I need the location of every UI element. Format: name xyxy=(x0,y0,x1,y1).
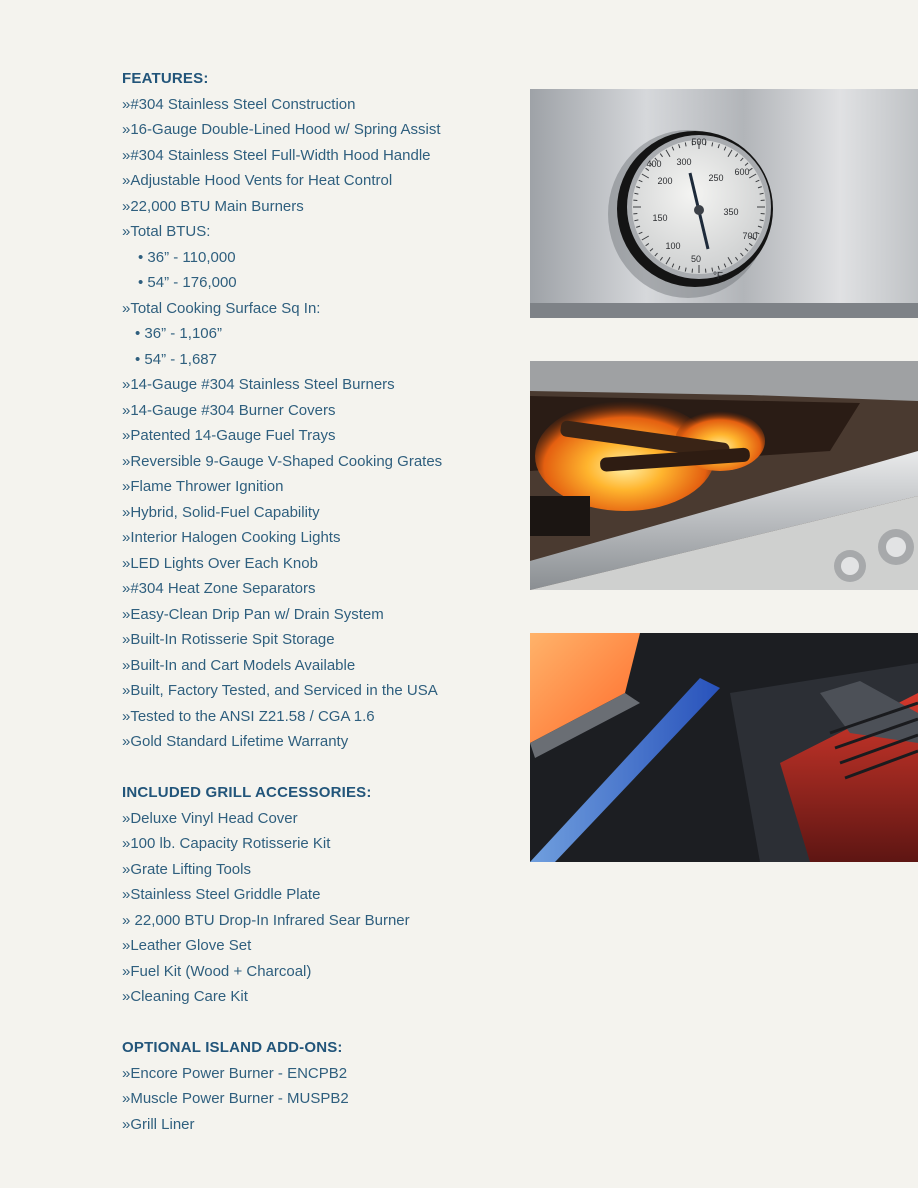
feature-item: »16-Gauge Double-Lined Hood w/ Spring Assist xyxy=(122,121,441,138)
accessories-heading: INCLUDED GRILL ACCESSORIES: xyxy=(122,784,372,801)
feature-item: »#304 Stainless Steel Construction xyxy=(122,95,356,113)
accessory-item: »Leather Glove Set xyxy=(122,937,252,954)
dial-label: 400 xyxy=(646,159,662,169)
dial-unit: °F xyxy=(712,271,724,282)
features-heading: FEATURES: xyxy=(122,70,209,87)
accessory-item: » 22,000 BTU Drop-In Infrared Sear Burner xyxy=(122,911,410,929)
feature-item: »14-Gauge #304 Stainless Steel Burners xyxy=(122,376,395,393)
fire-illustration xyxy=(530,361,918,590)
dial-label: 600 xyxy=(734,167,750,177)
feature-subitem: • 54” - 176,000 xyxy=(138,274,237,291)
feature-subitem: • 36” - 110,000 xyxy=(138,248,236,266)
feature-item: »Built-In Rotisserie Spit Storage xyxy=(122,631,335,648)
feature-item: »Interior Halogen Cooking Lights xyxy=(122,529,341,546)
burner-photo xyxy=(530,633,918,862)
feature-item: »Adjustable Hood Vents for Heat Control xyxy=(122,172,393,189)
accessory-item: »Cleaning Care Kit xyxy=(122,988,248,1005)
dial-label: 150 xyxy=(652,213,668,223)
accessory-item: »Stainless Steel Griddle Plate xyxy=(122,886,321,903)
fire-tray-photo xyxy=(530,361,918,590)
dial-label: 100 xyxy=(665,241,681,251)
dial-label: 500 xyxy=(691,137,707,147)
feature-item: »Total Cooking Surface Sq In: xyxy=(122,299,321,317)
feature-item: »Total BTUS: xyxy=(122,223,211,240)
feature-item: »Tested to the ANSI Z21.58 / CGA 1.6 xyxy=(122,707,375,725)
dial-label: 350 xyxy=(723,207,739,217)
dial-label: 700 xyxy=(742,231,758,241)
feature-item: »Hybrid, Solid-Fuel Capability xyxy=(122,503,320,521)
spec-column xyxy=(122,66,522,1137)
accessory-item: »100 lb. Capacity Rotisserie Kit xyxy=(122,835,331,852)
accessory-item: »Grate Lifting Tools xyxy=(122,860,251,878)
feature-item: »#304 Heat Zone Separators xyxy=(122,580,316,597)
addons-heading: OPTIONAL ISLAND ADD-ONS: xyxy=(122,1039,343,1056)
feature-subitem: • 54” - 1,687 xyxy=(135,350,217,368)
feature-item: »Patented 14-Gauge Fuel Trays xyxy=(122,427,336,444)
feature-item: »#304 Stainless Steel Full-Width Hood Handle xyxy=(122,146,431,164)
accessory-item: »Deluxe Vinyl Head Cover xyxy=(122,809,298,827)
dial-label: 300 xyxy=(676,157,692,167)
feature-item: »Reversible 9-Gauge V-Shaped Cooking Grates xyxy=(122,452,443,470)
dial-label: 200 xyxy=(657,176,673,186)
addon-item: »Muscle Power Burner - MUSPB2 xyxy=(122,1090,349,1107)
feature-subitem: • 36” - 1,106” xyxy=(135,325,222,342)
thermometer-illustration xyxy=(530,89,918,318)
burner-illustration xyxy=(530,633,918,862)
feature-item: »14-Gauge #304 Burner Covers xyxy=(122,401,336,419)
feature-item: »Flame Thrower Ignition xyxy=(122,478,284,495)
feature-item: »22,000 BTU Main Burners xyxy=(122,197,304,215)
thermometer-photo xyxy=(530,89,918,318)
addon-item: »Encore Power Burner - ENCPB2 xyxy=(122,1064,348,1082)
dial-label: 50 xyxy=(690,254,702,264)
feature-item: »Built, Factory Tested, and Serviced in the USA xyxy=(122,682,438,699)
feature-item: »LED Lights Over Each Knob xyxy=(122,554,318,572)
accessory-item: »Fuel Kit (Wood + Charcoal) xyxy=(122,962,312,980)
addon-item: »Grill Liner xyxy=(122,1115,195,1133)
dial-label: 250 xyxy=(708,173,724,183)
section-gap xyxy=(122,755,522,781)
feature-item: »Easy-Clean Drip Pan w/ Drain System xyxy=(122,605,384,623)
feature-item: »Gold Standard Lifetime Warranty xyxy=(122,733,349,750)
section-gap xyxy=(122,1010,522,1036)
feature-item: »Built-In and Cart Models Available xyxy=(122,656,356,674)
